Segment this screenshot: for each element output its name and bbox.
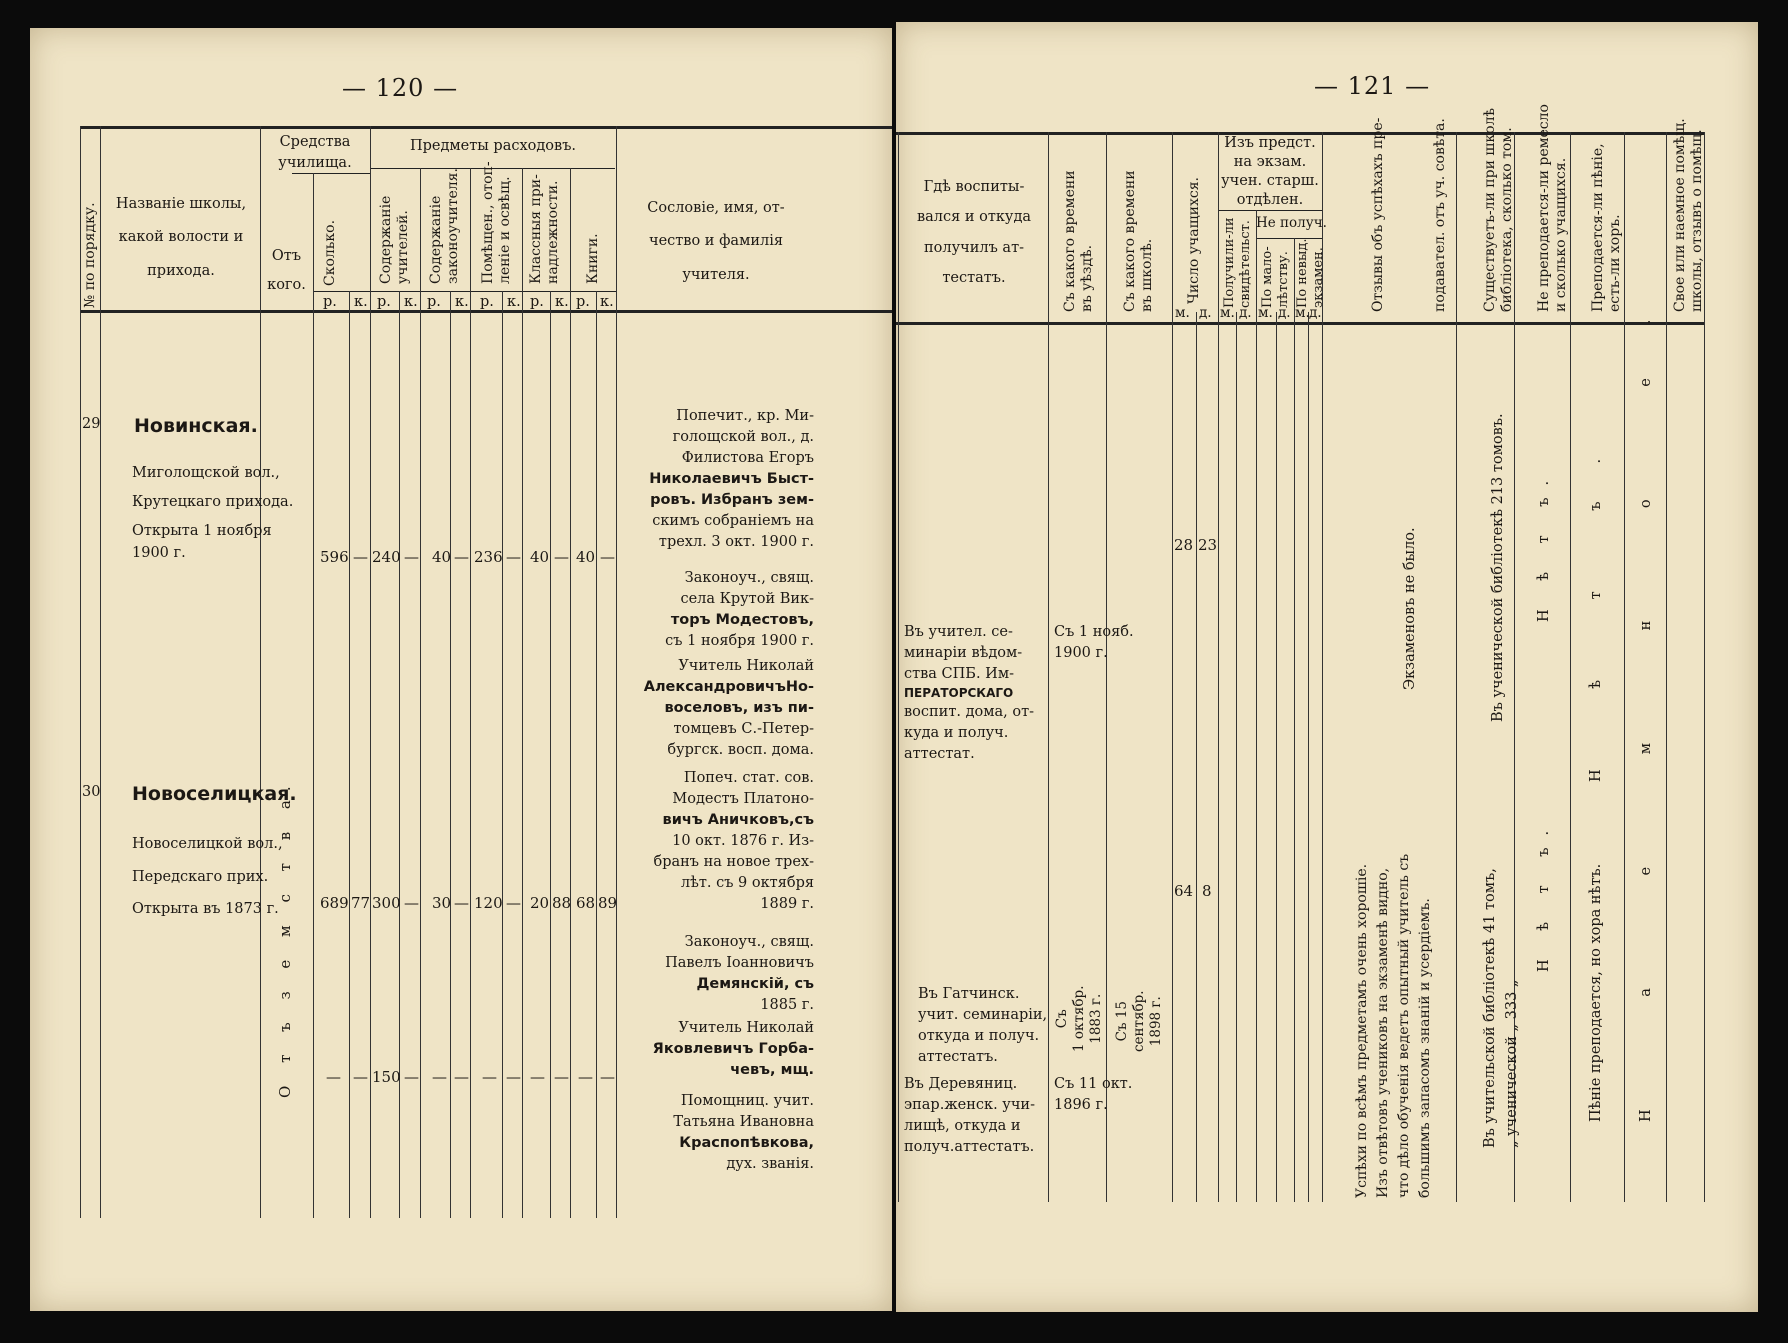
- header-exp-premises: Помѣщен., отоп- леніе и освѣщ.: [480, 161, 513, 284]
- page-number-right: — 121 —: [1314, 72, 1431, 100]
- school-30-sum-r: 689: [320, 894, 349, 912]
- header-how-much: Сколько.: [322, 219, 338, 286]
- school-29-sum-r: 596: [320, 548, 349, 566]
- dash: —: [454, 1068, 469, 1086]
- school-29-sum-k: —: [353, 548, 368, 566]
- school-30-education-b: Въ Деревяниц. эпар.женск. учи- лищѣ, откуда и получ.аттестатъ.: [904, 1076, 1035, 1156]
- unit-rub: р.: [530, 294, 544, 310]
- dash: —: [482, 1068, 497, 1086]
- school-29-since: Съ 1 нояб. 1900 г.: [1054, 624, 1134, 662]
- header-not-received: Не получ.: [1256, 215, 1327, 231]
- header-pupils: Число учащихся.: [1186, 177, 1202, 304]
- col-line: [1172, 132, 1173, 1202]
- right-page: [896, 22, 1758, 1312]
- unit-rub: р.: [576, 294, 590, 310]
- school-29-teachers-r: 240: [372, 548, 401, 566]
- col-line: [502, 291, 503, 1218]
- school-30-law-k: —: [454, 894, 469, 912]
- dash: —: [432, 1068, 447, 1086]
- school-30-details: Новоселицкой вол., Передскаго прих. Открыта въ 1873 г.: [132, 836, 283, 918]
- col-line: [1308, 312, 1309, 1202]
- extra-sum-r: —: [326, 1068, 341, 1086]
- school-30-trustee: Попеч. стат. сов. Модестъ Платоно- вичъ Аничковъ,съ 10 окт. 1876 г. Из- бранъ на новое трех- лѣт. съ 9 октября 1889 г.: [653, 770, 814, 913]
- school-30-name: Новоселицкая.: [132, 783, 297, 805]
- school-30-teachers-k: —: [404, 894, 419, 912]
- school-29-teacher: Учитель Николай АлександровичъНо- воселовъ, изъ пи- томцевъ С.-Петер- бургск. восп. дома.: [643, 658, 814, 759]
- school-29-pupils-m: 28: [1174, 536, 1194, 554]
- dash: —: [578, 1068, 593, 1086]
- school-30-teachers-r: 300: [372, 894, 401, 912]
- unit-d: д.: [1199, 305, 1212, 321]
- header-expenses: Предметы расходовъ.: [409, 138, 577, 154]
- school-30-books-r: 68: [576, 894, 596, 912]
- col-line: [898, 132, 899, 1202]
- school-29-details: Миголощской вол., Крутецкаго прихода. Открыта 1 ноября 1900 г.: [132, 465, 294, 561]
- school-30-pupils-m: 64: [1174, 882, 1194, 900]
- table-top-rule: [80, 126, 892, 129]
- col-line: [1570, 132, 1571, 1202]
- school-30-premises-r: 120: [474, 894, 503, 912]
- col-line: [313, 173, 314, 1218]
- header-singing: Преподается-ли пѣніе, есть-ли хоръ.: [1590, 143, 1623, 312]
- header-number: № по порядку.: [82, 202, 98, 308]
- school-29-trustee: Попечит., кр. Ми- голощской вол., д. Филистова Егоръ Николаевичъ Быст- ровъ. Избранъ зем- скимъ собраніемъ на трехл. 3 окт. 1900 г.: [649, 408, 814, 551]
- col-line: [1196, 312, 1197, 1202]
- school-29-premises-r: 236: [474, 548, 503, 566]
- unit-rub: р.: [480, 294, 494, 310]
- school-29-law-r: 40: [432, 548, 452, 566]
- left-page: [30, 28, 892, 1311]
- school-30-assistant: Помощниц. учит. Татьяна Ивановна Краспопѣвкова, дух. званія.: [673, 1093, 814, 1173]
- col-line: [1236, 312, 1237, 1202]
- school-29-priest: Законоуч., свящ. села Крутой Вик- торъ Модестовъ, съ 1 ноября 1900 г.: [665, 570, 814, 650]
- no-exams-text: Экзаменовъ не было.: [1402, 527, 1418, 690]
- school-30-number: 30: [82, 784, 101, 800]
- school-30-teacher: Учитель Николай Яковлевичъ Горба- чевъ, мщ.: [652, 1020, 814, 1079]
- col-line: [370, 126, 371, 1218]
- unit-m: м.: [1220, 305, 1235, 321]
- col-line: [349, 291, 350, 1218]
- header-premises: Свое или наемное помѣщ. школы, отзывъ о помѣщ.: [1672, 118, 1705, 312]
- col-line: [1048, 132, 1049, 1202]
- craft-school-29: Н ѣ т ъ.: [1536, 468, 1552, 622]
- header-since-uezd: Съ какого времени въ уѣздѣ.: [1062, 170, 1095, 312]
- header-school-name: Названіе школы, какой волости и прихода.: [115, 196, 247, 279]
- review-school-30: Успѣхи по всѣмъ предметамъ очень хорошіе. Изъ отвѣтовъ учениковъ на экзаменѣ видно, что дѣло обученія ведетъ опытный учитель съ большимъ запасомъ знаній и усердіемъ.: [1354, 853, 1433, 1198]
- col-line: [1294, 238, 1295, 1202]
- unit-kop: к.: [555, 294, 569, 310]
- header-means: Средства училища.: [278, 134, 352, 172]
- col-line: [550, 291, 551, 1218]
- school-29-premises-k: —: [506, 548, 521, 566]
- col-line: [1276, 312, 1277, 1202]
- header-reviews-2: подавател. отъ уч. совѣта.: [1432, 118, 1448, 312]
- school-30-since-school: Съ 15 сентябр. 1898 г.: [1114, 990, 1164, 1052]
- header-by-fail: По невыд. экзамен.: [1295, 238, 1326, 308]
- unit-d: д.: [1278, 305, 1291, 321]
- header-library: Существуетъ-ли при школѣ библіотека, сколько том.: [1482, 108, 1515, 312]
- school-29-number: 29: [82, 416, 101, 432]
- header-by-age: По мало- лѣтству.: [1260, 246, 1291, 308]
- unit-kop: к.: [455, 294, 469, 310]
- school-30-class-k: 88: [552, 894, 572, 912]
- school-29-name: Новинская.: [134, 415, 258, 437]
- header-exp-law: Содержаніе законоучителя.: [428, 168, 461, 284]
- col-line: [1106, 132, 1107, 1202]
- col-line: [596, 291, 597, 1218]
- page-number-left: — 120 —: [342, 74, 459, 102]
- singing-school-30: Пѣніе преподается, но хора нѣтъ.: [1588, 863, 1604, 1122]
- school-30-class-r: 20: [530, 894, 550, 912]
- col-line: [450, 291, 451, 1218]
- unit-rub: р.: [323, 294, 337, 310]
- dash: —: [506, 1068, 521, 1086]
- col-line: [522, 168, 523, 1218]
- unit-kop: к.: [600, 294, 614, 310]
- school-29-class-r: 40: [530, 548, 550, 566]
- rule: [1218, 210, 1322, 211]
- col-line: [80, 126, 81, 1218]
- school-30-priest: Законоуч., свящ. Павелъ Іоанновичъ Демянскій, съ 1885 г.: [665, 934, 814, 1014]
- unit-kop: к.: [354, 294, 368, 310]
- school-29-books-r: 40: [576, 548, 596, 566]
- school-30-books-k: 89: [598, 894, 618, 912]
- school-30-education-a: Въ Гатчинск. учит. семинаріи, откуда и получ. аттестатъ.: [918, 986, 1048, 1066]
- col-line: [470, 168, 471, 1218]
- school-29-books-k: —: [600, 548, 615, 566]
- col-line: [1256, 210, 1257, 1202]
- school-29-law-k: —: [454, 548, 469, 566]
- unit-rub: р.: [377, 294, 391, 310]
- school-29-education: Въ учител. се- минаріи вѣдом- ства СПБ. Им- ПЕРАТОРСКАГО воспит. дома, от- куда и получ. аттестат.: [904, 624, 1035, 763]
- header-teacher: Сословіе, имя, от- чество и фамилія учителя.: [647, 200, 785, 283]
- col-line: [1456, 132, 1457, 1202]
- extra-teachers-r: 150: [372, 1068, 401, 1086]
- unit-d: д.: [1309, 305, 1322, 321]
- col-line: [420, 168, 421, 1218]
- unit-m: м.: [1258, 305, 1273, 321]
- school-30-premises-k: —: [506, 894, 521, 912]
- header-exp-class: Классныя при- надлежности.: [528, 174, 561, 284]
- school-29-class-k: —: [554, 548, 569, 566]
- col-line: [1624, 132, 1625, 1202]
- header-exp-teachers: Содержаніе учителей.: [378, 195, 411, 284]
- col-line: [1218, 132, 1219, 1202]
- library-school-29: Въ ученической библіотекѣ 213 томовъ.: [1490, 413, 1506, 722]
- dash: —: [554, 1068, 569, 1086]
- school-30-sum-k: 77: [351, 894, 371, 912]
- col-line: [1666, 132, 1667, 1202]
- library-school-30: Въ учительской библіотекѣ 41 томъ, „ ученической „ 333 „: [1482, 868, 1520, 1148]
- school-30-since-uezd: Съ 1 октябр. 1883 г.: [1054, 985, 1104, 1052]
- header-exam-group: Изъ предст. на экзам. учен. старш. отдѣлен.: [1221, 135, 1319, 208]
- header-since-school: Съ какого времени въ школѣ.: [1122, 170, 1155, 312]
- from-zemstvo-text: О т ъ з е м с т в а.: [276, 777, 294, 1098]
- col-line: [570, 168, 571, 1218]
- header-where-educated: Гдѣ воспиты- вался и откуда получилъ ат- тестатъ.: [916, 179, 1032, 287]
- header-exp-books: Книги.: [585, 233, 601, 284]
- unit-kop: к.: [507, 294, 521, 310]
- school-30-pupils-d: 8: [1202, 882, 1212, 900]
- header-craft: Не преподается-ли ремесло и сколько учащихся.: [1536, 104, 1569, 312]
- dash: —: [404, 1068, 419, 1086]
- dash: —: [600, 1068, 615, 1086]
- unit-rub: р.: [427, 294, 441, 310]
- col-line: [100, 126, 101, 1218]
- header-reviews: Отзывы объ успѣхахъ пре-: [1370, 117, 1386, 312]
- unit-m: м.: [1295, 305, 1310, 321]
- singing-school-29: Н ѣ т ъ.: [1588, 420, 1604, 782]
- school-30-since-b: Съ 11 окт. 1896 г.: [1054, 1076, 1133, 1114]
- header-received: Получили-ли свидѣтельст.: [1222, 217, 1253, 308]
- premises-value: Н а е м н о е.: [1638, 265, 1654, 1122]
- school-30-law-r: 30: [432, 894, 452, 912]
- unit-d: д.: [1239, 305, 1252, 321]
- dash: —: [530, 1068, 545, 1086]
- school-29-pupils-d: 23: [1198, 536, 1218, 554]
- header-from-whom: Отъ кого.: [267, 248, 306, 293]
- extra-sum-k: —: [353, 1068, 368, 1086]
- unit-kop: к.: [404, 294, 418, 310]
- craft-school-30: Н ѣ т ъ.: [1536, 818, 1552, 972]
- school-29-teachers-k: —: [404, 548, 419, 566]
- unit-m: м.: [1175, 305, 1190, 321]
